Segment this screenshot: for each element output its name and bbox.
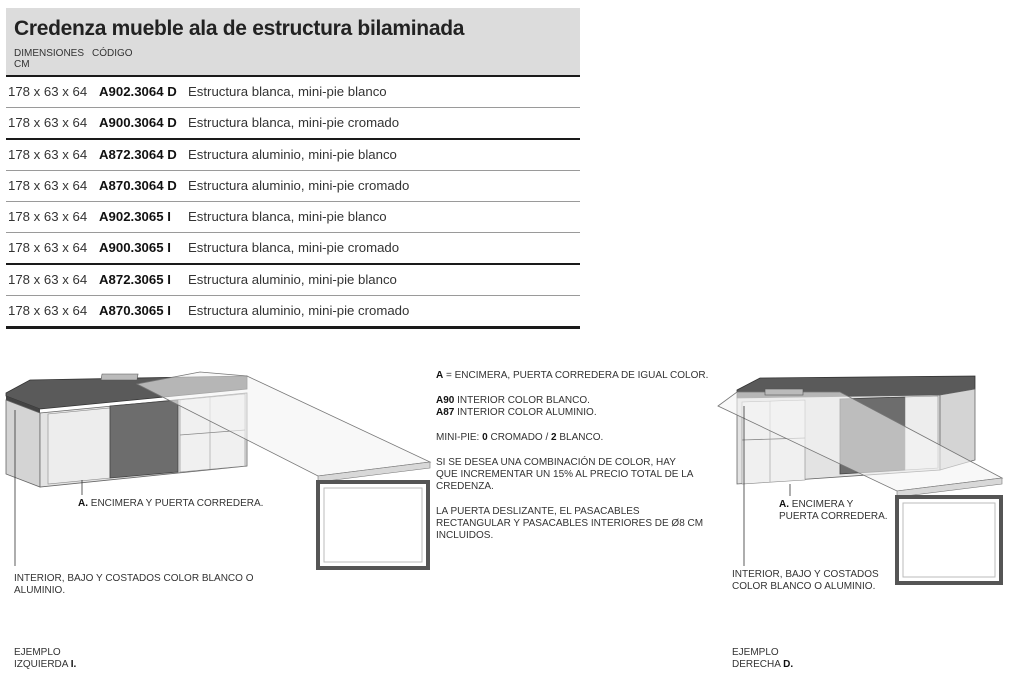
row-description: Estructura aluminio, mini-pie cromado [188,178,410,193]
row-code: A870.3065 I [99,303,171,318]
row-dimensions: 178 x 63 x 64 [8,147,88,162]
table-row [6,233,580,265]
table-row [6,296,580,329]
row-dimensions: 178 x 63 x 64 [8,84,88,99]
product-table [6,8,580,329]
row-description: Estructura blanca, mini-pie blanco [188,84,387,99]
row-dimensions: 178 x 63 x 64 [8,272,88,287]
table-body [6,77,580,329]
row-code: A872.3065 I [99,272,171,287]
row-code: A872.3064 D [99,147,177,162]
right-example-label: EJEMPLO DERECHA D. [732,647,794,670]
row-dimensions: 178 x 63 x 64 [8,178,88,193]
column-header-dimensions: DIMENSIONES CM [14,48,85,70]
row-description: Estructura aluminio, mini-pie blanco [188,147,397,162]
row-dimensions: 178 x 63 x 64 [8,115,88,130]
right-label-interior: INTERIOR, BAJO Y COSTADOS COLOR BLANCO O ALUMINIO. [732,569,879,592]
table-header [6,8,580,77]
row-code: A902.3064 D [99,84,177,99]
left-label-encimera: A. ENCIMERA Y PUERTA CORREDERA. [78,498,264,509]
left-example-label: EJEMPLO IZQUIERDA I. [14,647,77,670]
row-description: Estructura blanca, mini-pie cromado [188,240,400,255]
table-title: Credenza mueble ala de estructura bilaminada [14,17,465,40]
note-mini-pie: MINI-PIE: 0 CROMADO / 2 BLANCO. [436,432,604,443]
row-dimensions: 178 x 63 x 64 [8,209,88,224]
row-description: Estructura blanca, mini-pie blanco [188,209,387,224]
row-code: A900.3064 D [99,115,177,130]
row-description: Estructura blanca, mini-pie cromado [188,115,400,130]
table-row [6,140,580,171]
note-encimera: A = ENCIMERA, PUERTA CORREDERA DE IGUAL COLOR. [436,370,709,381]
right-label-encimera: A. ENCIMERA Y PUERTA CORREDERA. [779,499,888,522]
table-row [6,202,580,233]
table-row [6,265,580,296]
product-notes [436,370,708,555]
note-color-combination: SI SE DESEA UNA COMBINACIÓN DE COLOR, HAY QUE INCREMENTAR UN 15% AL PRECIO TOTAL DE LA CREDENZA. [436,457,694,492]
left-credenza-illustration [6,372,430,568]
note-included-items: LA PUERTA DESLIZANTE, EL PASACABLES RECTANGULAR Y PASACABLES INTERIORES DE Ø8 CM INCLUIDOS. [436,506,704,541]
right-credenza-illustration [718,376,1002,583]
row-code: A902.3065 I [99,209,171,224]
column-header-code: CÓDIGO [92,48,133,59]
row-dimensions: 178 x 63 x 64 [8,303,88,318]
row-code: A900.3065 I [99,240,171,255]
row-description: Estructura aluminio, mini-pie cromado [188,303,410,318]
table-row [6,77,580,108]
table-row [6,108,580,140]
row-code: A870.3064 D [99,178,177,193]
left-label-interior: INTERIOR, BAJO Y COSTADOS COLOR BLANCO O ALUMINIO. [14,573,254,596]
table-row [6,171,580,202]
row-description: Estructura aluminio, mini-pie blanco [188,272,397,287]
note-interior-colors: A90 INTERIOR COLOR BLANCO. A87 INTERIOR COLOR ALUMINIO. [436,395,597,418]
row-dimensions: 178 x 63 x 64 [8,240,88,255]
